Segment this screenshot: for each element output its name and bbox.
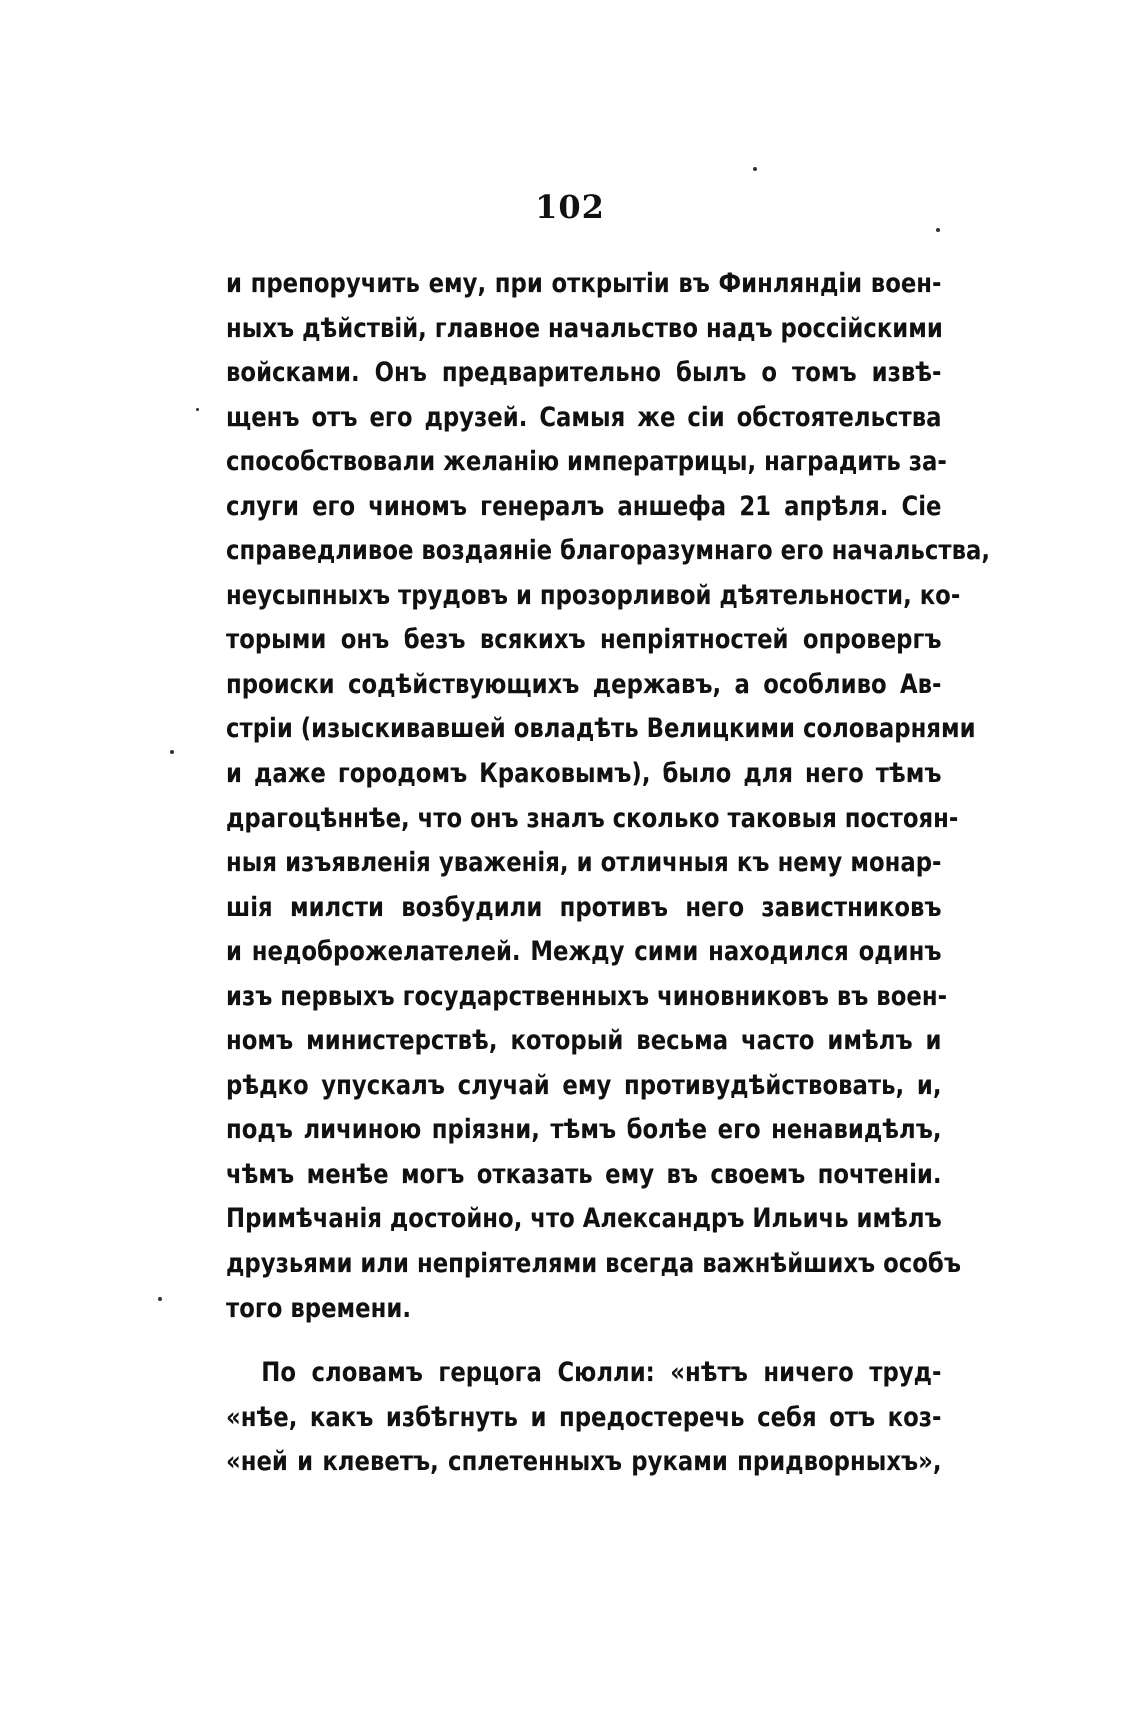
page-number: 102 [535, 188, 605, 226]
text-line: «ней и клеветъ, сплетенныхъ руками придворныхъ», [226, 1446, 942, 1478]
body-text [226, 262, 991, 1485]
text-line: того времени. [226, 1292, 412, 1324]
text-line: номъ министерствѣ, который весьма часто имѣлъ и [226, 1025, 942, 1057]
scan-speck [196, 408, 199, 411]
text-line: и недоброжелателей. Между сими находился одинъ [226, 936, 942, 968]
text-line: неусыпныхъ трудовъ и прозорливой дѣятельности, ко- [226, 579, 961, 611]
text-line: Примѣчанія достойно, что Александръ Ильичь имѣлъ [226, 1203, 942, 1235]
paragraph-2 [226, 1351, 942, 1485]
text-line: и препоручить ему, при открытіи въ Финляндіи воен- [226, 268, 942, 299]
text-line: справедливое воздаяніе благоразумнаго его начальства, [226, 535, 991, 567]
text-line: торыми онъ безъ всякихъ непріятностей опровергъ [226, 624, 942, 656]
text-line: драгоцѣннѣе, что онъ зналъ сколько таковыя постоян- [226, 802, 959, 834]
text-line: щенъ отъ его друзей. Самыя же сіи обстоятельства [226, 401, 942, 433]
text-line: изъ первыхъ государственныхъ чиновниковъ въ воен- [226, 980, 948, 1012]
text-line: и даже городомъ Краковымъ), было для него тѣмъ [226, 758, 942, 790]
text-line: «нѣе, какъ избѣгнуть и предостеречь себя отъ коз- [226, 1401, 942, 1433]
text-line: войсками. Онъ предварительно былъ о томъ извѣ- [226, 357, 942, 389]
scan-speck [158, 1297, 162, 1301]
text-line: подъ личиною пріязни, тѣмъ болѣе его ненавидѣлъ, [226, 1114, 942, 1146]
text-line: происки содѣйствующихъ державъ, а особливо Ав- [226, 668, 942, 700]
text-line: чѣмъ менѣе могъ отказать ему въ своемъ почтеніи. [226, 1158, 942, 1190]
text-line: стріи (изыскивавшей овладѣть Велицкими соловарнями [226, 713, 976, 745]
scan-speck [170, 750, 174, 754]
text-line: способствовали желанію императрицы, наградить за- [226, 446, 947, 478]
scan-speck [936, 228, 940, 232]
text-line: слуги его чиномъ генералъ аншефа 21 апрѣля. Сіе [226, 490, 942, 522]
text-line: шія милсти возбудили противъ него завистниковъ [226, 891, 942, 923]
text-line: друзьями или непріятелями всегда важнѣйшихъ особъ [226, 1248, 961, 1280]
text-line: ныхъ дѣйствій, главное начальство надъ россійскими [226, 312, 943, 344]
paragraph-1 [226, 262, 991, 1331]
paragraph-gap [226, 1331, 942, 1351]
text-line: По словамъ герцога Сюлли: «нѣтъ ничего труд- [261, 1357, 942, 1389]
text-line: ныя изъявленія уваженія, и отличныя къ нему монар- [226, 847, 942, 879]
text-line: рѣдко упускалъ случай ему противудѣйствовать, и, [226, 1069, 942, 1101]
scan-speck [753, 167, 757, 171]
